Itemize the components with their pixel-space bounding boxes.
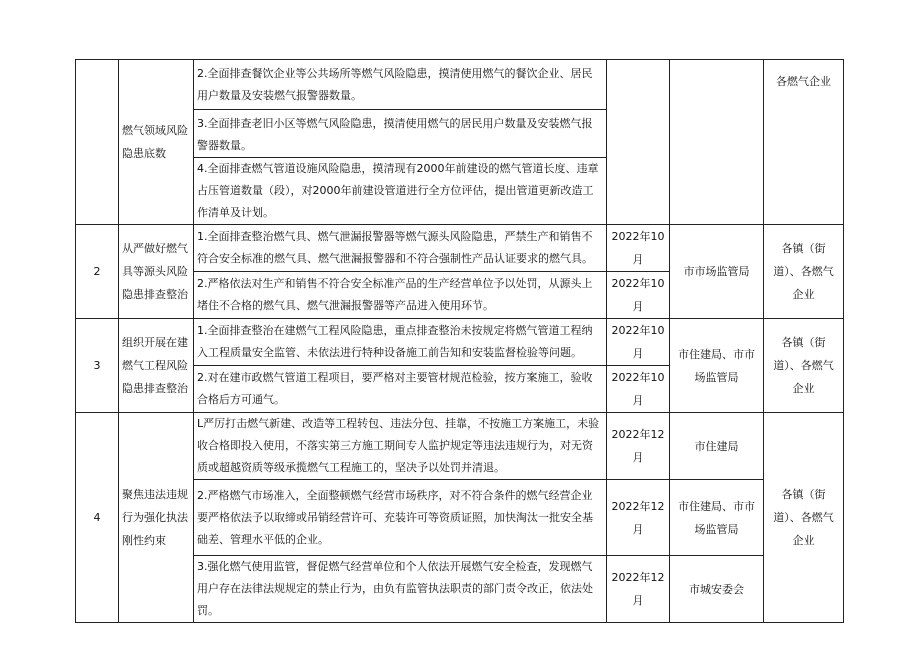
- lead-unit: 市住建局、市市场监管局: [670, 480, 764, 556]
- deadline: 2022年10月: [607, 366, 670, 413]
- deadline: 2022年10月: [607, 272, 670, 319]
- coop-unit: 各镇（街道）、各燃气企业: [764, 413, 844, 623]
- task-content: 2.对在建市政燃气管道工程项目，要严格对主要管材规范检验，按方案施工，验收合格后方可通气。: [194, 366, 607, 413]
- task-category: 组织开展在建燃气工程风险隐患排查整治: [119, 319, 194, 413]
- row-number: 4: [76, 413, 119, 623]
- task-table: [75, 59, 844, 623]
- coop-unit: 各镇（街道）、各燃气企业: [764, 225, 844, 319]
- lead-unit-cell: [670, 60, 764, 225]
- deadline: 2022年10月: [607, 319, 670, 366]
- deadline: 2022年12月: [607, 480, 670, 556]
- task-content: 4.全面排查燃气管道设施风险隐患，摸清现有2000年前建设的燃气管道长度、违章占压管道数量（段），对2000年前建设管道进行全方位评估，提出管道更新改造工作清单及计划。: [194, 158, 607, 225]
- task-content: L严厉打击燃气新建、改造等工程转包、违法分包、挂靠，不按施工方案施工，未验收合格即投入使用，不落实第三方施工期间专人监护规定等违法违规行为，对无资质或超越资质等级承揽燃气工程施工的，坚决予以处罚并清退。: [194, 413, 607, 480]
- task-content: 3.全面排查老旧小区等燃气风险隐患，摸清使用燃气的居民用户数量及安装燃气报警器数量。: [194, 110, 607, 158]
- task-content: 3.强化燃气使用监管，督促燃气经营单位和个人依法开展燃气安全检查，发现燃气用户存在法律法规规定的禁止行为，由负有监管执法职责的部门责令改正，依法处罚。: [194, 556, 607, 623]
- deadline: 2022年12月: [607, 556, 670, 623]
- lead-unit: 市住建局: [670, 413, 764, 480]
- coop-unit: 各镇（街道）、各燃气企业: [764, 319, 844, 413]
- lead-unit: 市城安委会: [670, 556, 764, 623]
- row-number: 3: [76, 319, 119, 413]
- task-content: 2.全面排查餐饮企业等公共场所等燃气风险隐患，摸清使用燃气的餐饮企业、居民用户数量及安装燃气报警器数量。: [194, 60, 607, 110]
- task-content: 1.全面排查整治燃气具、燃气泄漏报警器等燃气源头风险隐患，严禁生产和销售不符合安全标准的燃气具、燃气泄漏报警器和不符合强制性产品认证要求的燃气具。: [194, 225, 607, 272]
- row-number: [76, 60, 119, 225]
- table-row: [76, 225, 844, 272]
- coop-unit: 各燃气企业: [764, 60, 844, 225]
- deadline-cell: [607, 60, 670, 225]
- deadline: 2022年10月: [607, 225, 670, 272]
- task-category: 燃气领域风险隐患底数: [119, 60, 194, 225]
- table-row: [76, 60, 844, 110]
- lead-unit: 市住建局、市市场监管局: [670, 319, 764, 413]
- lead-unit: 市市场监管局: [670, 225, 764, 319]
- table-row: [76, 319, 844, 366]
- row-number: 2: [76, 225, 119, 319]
- task-content: 2.严格依法对生产和销售不符合安全标准产品的生产经营单位予以处罚，从源头上堵住不合格的燃气具、燃气泄漏报警器等产品进入使用环节。: [194, 272, 607, 319]
- task-category: 从严做好燃气具等源头风险隐患排查整治: [119, 225, 194, 319]
- task-content: 1.全面排查整治在建燃气工程风险隐患，重点排查整治未按规定将燃气管道工程纳入工程质量安全监管、未依法进行特种设备施工前告知和安装监督检验等问题。: [194, 319, 607, 366]
- task-category: 聚焦违法违规行为强化执法刚性约束: [119, 413, 194, 623]
- deadline: 2022年12月: [607, 413, 670, 480]
- table-row: [76, 413, 844, 480]
- task-content: 2.严格燃气市场准入，全面整顿燃气经营市场秩序，对不符合条件的燃气经营企业要严格依法予以取缔或吊销经营许可、充装许可等资质证照，加快淘汰一批安全基础差、管理水平低的企业。: [194, 480, 607, 556]
